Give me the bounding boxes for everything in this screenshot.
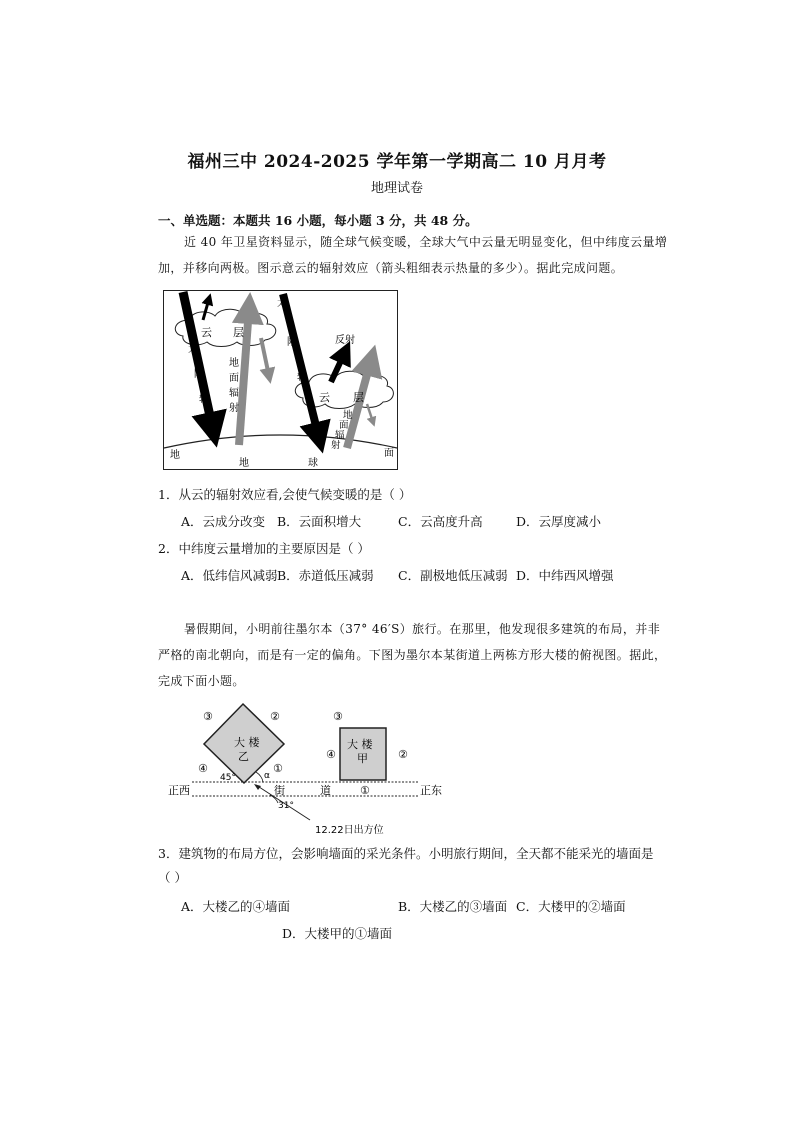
jia-wall-3: ③: [333, 710, 343, 723]
right-ground-char-2: 面: [339, 420, 349, 431]
q3-option-d[interactable]: D．大楼甲的①墙面: [282, 926, 393, 941]
q1-option-c[interactable]: C．云高度升高: [398, 514, 483, 529]
section-heading: 一、单选题：本题共 16 小题，每小题 3 分，共 48 分。: [158, 213, 478, 228]
angle-45-label: 45°: [220, 773, 236, 783]
passage2-line-3: 完成下面小题。: [158, 674, 245, 688]
q3-option-a[interactable]: A．大楼乙的④墙面: [181, 899, 291, 914]
bottom-label-1: 地: [170, 450, 180, 461]
alpha-arc: [256, 772, 263, 782]
q2-option-a[interactable]: A．低纬信风减弱: [181, 568, 278, 583]
sunrise-label: 12.22日出方位: [315, 825, 384, 836]
q3-stem-line-2: （ ）: [158, 870, 187, 885]
q3-stem-line-1: 3．建筑物的布局方位，会影响墙面的采光条件。小明旅行期间，全天都不能采光的墙面是: [158, 846, 654, 861]
q2-option-b[interactable]: B．赤道低压减弱: [277, 568, 374, 583]
street-label-1: 街: [274, 784, 285, 797]
jia-wall-1: ①: [360, 784, 370, 797]
bottom-label-4: 面: [384, 448, 394, 459]
left-solar-char-4: 射: [204, 419, 214, 430]
q2-option-c[interactable]: C．副极地低压减弱: [398, 568, 508, 583]
left-ground-char-4: 射: [229, 403, 239, 414]
right-ground-char-4: 射: [331, 440, 341, 451]
left-ground-char-1: 地: [229, 358, 239, 369]
q1-option-a[interactable]: A．云成分改变: [181, 514, 266, 529]
left-ground-char-2: 面: [229, 373, 239, 384]
buildings-plan-figure: [160, 700, 450, 840]
passage2-line-1: 暑假期间，小明前往墨尔本（37° 46′S）旅行。在那里，他发现很多建筑的布局，并非: [184, 622, 661, 636]
passage2-line-2: 严格的南北朝向，而是有一定的偏角。下图为墨尔本某街道上两栋方形大楼的俯视图。据此，: [158, 648, 667, 662]
q1-stem: 1．从云的辐射效应看,会使气候变暖的是（ ）: [158, 487, 412, 502]
yi-wall-2: ②: [270, 710, 280, 723]
street-label-2: 道: [320, 784, 331, 797]
bottom-label-2: 地: [239, 458, 249, 469]
left-ground-char-3: 辐: [229, 388, 239, 399]
q3-option-c[interactable]: C．大楼甲的②墙面: [516, 899, 626, 914]
cloud-radiation-figure: [163, 290, 398, 472]
q2-stem: 2．中纬度云量增加的主要原因是（ ）: [158, 541, 370, 556]
q3-option-b[interactable]: B．大楼乙的③墙面: [398, 899, 508, 914]
q1-option-d[interactable]: D．云厚度减小: [516, 514, 602, 529]
right-ground-char-1: 地: [343, 410, 353, 421]
intro-line-2: 加，并移向两极。图示意云的辐射效应（箭头粗细表示热量的多少）。据此完成问题。: [158, 261, 624, 275]
jia-wall-2: ②: [398, 748, 408, 761]
reflect-label: 反射: [335, 335, 355, 346]
mid-solar-char-2: 辐: [297, 372, 307, 383]
q1-option-b[interactable]: B．云面积增大: [277, 514, 362, 529]
mid-solar-char-1: 阳: [287, 337, 297, 348]
left-solar-char-1: 太: [188, 344, 198, 355]
q2-option-d[interactable]: D．中纬西风增强: [516, 568, 614, 583]
yi-wall-1: ①: [273, 762, 283, 775]
sunrise-arrowhead: [254, 784, 261, 790]
left-cloud-label-2: 层: [233, 326, 244, 339]
bottom-label-3: 球: [308, 458, 318, 469]
intro-line-1: 近 40 年卫星资料显示，随全球气候变暖，全球大气中云量无明显变化，但中纬度云量增: [184, 235, 668, 249]
sun-label-top: 太: [277, 298, 287, 309]
left-solar-char-3: 辐: [199, 394, 209, 405]
left-cloud-label-1: 云: [201, 326, 212, 339]
building-jia-label-2: 甲: [357, 752, 368, 765]
yi-wall-3: ③: [203, 710, 213, 723]
mid-solar-char-3: 射: [312, 425, 322, 436]
jia-wall-4: ④: [326, 748, 336, 761]
exam-subtitle: 地理试卷: [370, 181, 423, 196]
right-cloud-label-1: 云: [319, 391, 330, 404]
angle-31-label: 31°: [278, 801, 294, 811]
left-solar-char-2: 阳: [194, 369, 204, 380]
alpha-label: α: [264, 771, 270, 781]
west-label: 正西: [168, 784, 190, 797]
building-yi-label-2: 乙: [238, 750, 249, 763]
building-yi-label-1: 大 楼: [234, 736, 260, 749]
east-label: 正东: [420, 784, 442, 797]
right-cloud-label-2: 层: [353, 391, 364, 404]
yi-wall-4: ④: [198, 762, 208, 775]
right-ground-char-3: 辐: [335, 430, 345, 441]
building-jia-label-1: 大 楼: [347, 738, 373, 751]
exam-title: 福州三中 2024-2025 学年第一学期高二 10 月月考: [187, 152, 607, 172]
